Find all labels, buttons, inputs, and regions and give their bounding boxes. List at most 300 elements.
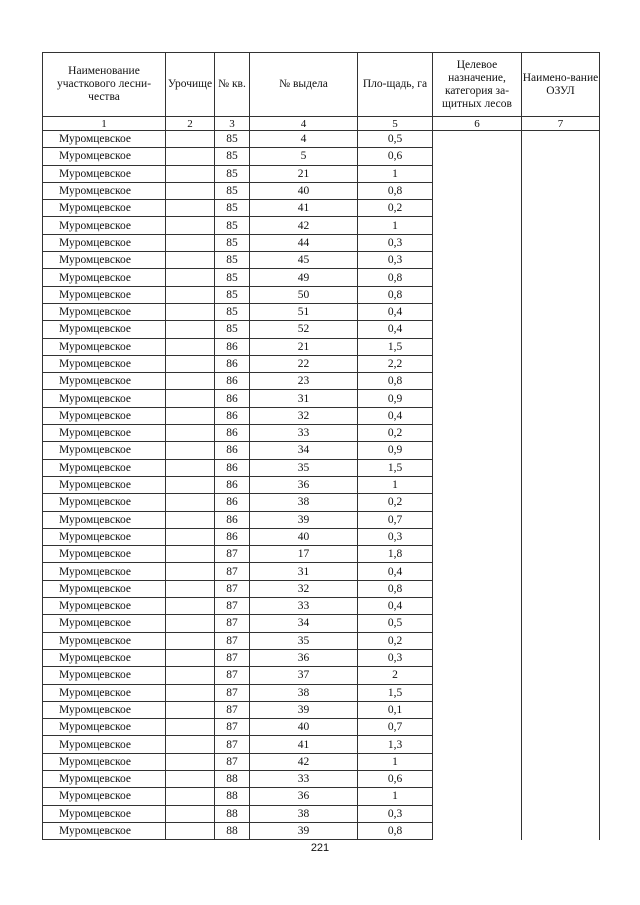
section-cell: 32 (250, 407, 358, 424)
tract-cell (166, 355, 215, 372)
section-cell: 38 (250, 494, 358, 511)
column-number: 7 (522, 117, 600, 131)
section-cell: 52 (250, 321, 358, 338)
quarter-cell: 85 (215, 131, 250, 148)
header-tract: Урочище (166, 53, 215, 117)
table-row (43, 822, 600, 839)
area-cell: 0,3 (358, 805, 433, 822)
purpose-cell (433, 321, 522, 338)
quarter-cell: 86 (215, 373, 250, 390)
forestry-name-cell: Муромцевское (43, 425, 166, 442)
quarter-cell: 85 (215, 200, 250, 217)
quarter-cell: 85 (215, 234, 250, 251)
section-cell: 44 (250, 234, 358, 251)
forestry-name-cell: Муромцевское (43, 770, 166, 787)
section-cell: 42 (250, 217, 358, 234)
column-number: 3 (215, 117, 250, 131)
ozul-cell (522, 770, 600, 787)
forestry-name-cell: Муромцевское (43, 442, 166, 459)
table-row (43, 546, 600, 563)
area-cell: 2,2 (358, 355, 433, 372)
quarter-cell: 88 (215, 788, 250, 805)
forestry-name-cell: Муромцевское (43, 632, 166, 649)
section-cell: 31 (250, 563, 358, 580)
quarter-cell: 86 (215, 390, 250, 407)
quarter-cell: 87 (215, 753, 250, 770)
table-row (43, 719, 600, 736)
table-row (43, 667, 600, 684)
quarter-cell: 87 (215, 598, 250, 615)
tract-cell (166, 252, 215, 269)
ozul-cell (522, 269, 600, 286)
quarter-cell: 87 (215, 701, 250, 718)
forestry-name-cell: Муромцевское (43, 788, 166, 805)
purpose-cell (433, 511, 522, 528)
forestry-name-cell: Муромцевское (43, 649, 166, 666)
quarter-cell: 85 (215, 217, 250, 234)
quarter-cell: 87 (215, 684, 250, 701)
section-cell: 21 (250, 338, 358, 355)
section-cell: 4 (250, 131, 358, 148)
forestry-name-cell: Муромцевское (43, 701, 166, 718)
area-cell: 1,5 (358, 338, 433, 355)
section-cell: 39 (250, 822, 358, 839)
section-cell: 22 (250, 355, 358, 372)
tract-cell (166, 338, 215, 355)
table-row (43, 563, 600, 580)
section-cell: 49 (250, 269, 358, 286)
column-number: 1 (43, 117, 166, 131)
forestry-name-cell: Муромцевское (43, 719, 166, 736)
area-cell: 0,9 (358, 390, 433, 407)
quarter-cell: 88 (215, 770, 250, 787)
purpose-cell (433, 355, 522, 372)
ozul-cell (522, 719, 600, 736)
header-section-number: № выдела (250, 53, 358, 117)
ozul-cell (522, 805, 600, 822)
table-row (43, 736, 600, 753)
quarter-cell: 86 (215, 442, 250, 459)
table-row (43, 770, 600, 787)
table-row (43, 580, 600, 597)
table-row (43, 615, 600, 632)
quarter-cell: 88 (215, 805, 250, 822)
ozul-cell (522, 148, 600, 165)
table-row (43, 234, 600, 251)
table-row (43, 684, 600, 701)
purpose-cell (433, 701, 522, 718)
ozul-cell (522, 736, 600, 753)
forestry-name-cell: Муромцевское (43, 303, 166, 320)
area-cell: 0,4 (358, 321, 433, 338)
forestry-name-cell: Муромцевское (43, 822, 166, 839)
forestry-name-cell: Муромцевское (43, 355, 166, 372)
purpose-cell (433, 200, 522, 217)
forestry-name-cell: Муромцевское (43, 165, 166, 182)
ozul-cell (522, 684, 600, 701)
table-row (43, 269, 600, 286)
ozul-cell (522, 753, 600, 770)
quarter-cell: 85 (215, 182, 250, 199)
purpose-cell (433, 407, 522, 424)
purpose-cell (433, 598, 522, 615)
tract-cell (166, 442, 215, 459)
column-number: 2 (166, 117, 215, 131)
purpose-cell (433, 632, 522, 649)
area-cell: 0,6 (358, 148, 433, 165)
table-row (43, 390, 600, 407)
ozul-cell (522, 494, 600, 511)
area-cell: 0,7 (358, 719, 433, 736)
quarter-cell: 86 (215, 425, 250, 442)
tract-cell (166, 736, 215, 753)
table-row (43, 459, 600, 476)
section-cell: 37 (250, 667, 358, 684)
area-cell: 0,2 (358, 425, 433, 442)
area-cell: 2 (358, 667, 433, 684)
table-row (43, 753, 600, 770)
purpose-cell (433, 649, 522, 666)
section-cell: 34 (250, 615, 358, 632)
ozul-cell (522, 788, 600, 805)
section-cell: 36 (250, 649, 358, 666)
tract-cell (166, 148, 215, 165)
quarter-cell: 88 (215, 822, 250, 839)
forestry-name-cell: Муромцевское (43, 200, 166, 217)
table-row (43, 252, 600, 269)
tract-cell (166, 701, 215, 718)
purpose-cell (433, 425, 522, 442)
forestry-name-cell: Муромцевское (43, 736, 166, 753)
forestry-name-cell: Муромцевское (43, 494, 166, 511)
table-body (43, 131, 600, 840)
section-cell: 39 (250, 701, 358, 718)
quarter-cell: 86 (215, 476, 250, 493)
purpose-cell (433, 269, 522, 286)
area-cell: 0,4 (358, 303, 433, 320)
section-cell: 50 (250, 286, 358, 303)
section-cell: 32 (250, 580, 358, 597)
table-row (43, 148, 600, 165)
forestry-name-cell: Муромцевское (43, 459, 166, 476)
section-cell: 39 (250, 511, 358, 528)
area-cell: 0,4 (358, 563, 433, 580)
area-cell: 1,8 (358, 546, 433, 563)
table-row (43, 407, 600, 424)
ozul-cell (522, 701, 600, 718)
quarter-cell: 86 (215, 459, 250, 476)
section-cell: 34 (250, 442, 358, 459)
table-row (43, 131, 600, 148)
purpose-cell (433, 217, 522, 234)
ozul-cell (522, 390, 600, 407)
tract-cell (166, 788, 215, 805)
quarter-cell: 85 (215, 321, 250, 338)
section-cell: 5 (250, 148, 358, 165)
tract-cell (166, 200, 215, 217)
quarter-cell: 87 (215, 580, 250, 597)
section-cell: 36 (250, 788, 358, 805)
forestry-name-cell: Муромцевское (43, 805, 166, 822)
section-cell: 36 (250, 476, 358, 493)
tract-cell (166, 494, 215, 511)
table-row (43, 165, 600, 182)
area-cell: 0,3 (358, 528, 433, 545)
area-cell: 0,1 (358, 701, 433, 718)
ozul-cell (522, 528, 600, 545)
table-row (43, 217, 600, 234)
tract-cell (166, 649, 215, 666)
forestry-name-cell: Муромцевское (43, 615, 166, 632)
tract-cell (166, 269, 215, 286)
forest-table (42, 52, 600, 840)
column-number-row (43, 117, 600, 131)
ozul-cell (522, 459, 600, 476)
purpose-cell (433, 736, 522, 753)
tract-cell (166, 753, 215, 770)
forestry-name-cell: Муромцевское (43, 667, 166, 684)
ozul-cell (522, 476, 600, 493)
section-cell: 31 (250, 390, 358, 407)
tract-cell (166, 459, 215, 476)
area-cell: 0,7 (358, 511, 433, 528)
forestry-name-cell: Муромцевское (43, 546, 166, 563)
area-cell: 0,2 (358, 632, 433, 649)
table-row (43, 649, 600, 666)
tract-cell (166, 528, 215, 545)
ozul-cell (522, 373, 600, 390)
ozul-cell (522, 303, 600, 320)
purpose-cell (433, 719, 522, 736)
header-ozul-name: Наимено-вание ОЗУЛ (522, 53, 600, 117)
quarter-cell: 87 (215, 719, 250, 736)
purpose-cell (433, 182, 522, 199)
quarter-cell: 86 (215, 528, 250, 545)
header-area: Пло-щадь, га (358, 53, 433, 117)
ozul-cell (522, 338, 600, 355)
forestry-name-cell: Муромцевское (43, 338, 166, 355)
area-cell: 0,3 (358, 234, 433, 251)
section-cell: 42 (250, 753, 358, 770)
ozul-cell (522, 511, 600, 528)
table-row (43, 442, 600, 459)
purpose-cell (433, 805, 522, 822)
tract-cell (166, 476, 215, 493)
purpose-cell (433, 667, 522, 684)
tract-cell (166, 598, 215, 615)
section-cell: 17 (250, 546, 358, 563)
ozul-cell (522, 217, 600, 234)
area-cell: 0,8 (358, 182, 433, 199)
purpose-cell (433, 148, 522, 165)
table-row (43, 425, 600, 442)
ozul-cell (522, 598, 600, 615)
table-row (43, 373, 600, 390)
quarter-cell: 85 (215, 286, 250, 303)
section-cell: 41 (250, 736, 358, 753)
table-row (43, 286, 600, 303)
ozul-cell (522, 321, 600, 338)
tract-cell (166, 165, 215, 182)
forestry-name-cell: Муромцевское (43, 131, 166, 148)
area-cell: 1,3 (358, 736, 433, 753)
quarter-cell: 86 (215, 407, 250, 424)
tract-cell (166, 390, 215, 407)
purpose-cell (433, 442, 522, 459)
quarter-cell: 85 (215, 252, 250, 269)
purpose-cell (433, 615, 522, 632)
area-cell: 0,9 (358, 442, 433, 459)
area-cell: 0,4 (358, 598, 433, 615)
quarter-cell: 86 (215, 338, 250, 355)
purpose-cell (433, 546, 522, 563)
forestry-name-cell: Муромцевское (43, 476, 166, 493)
area-cell: 0,8 (358, 822, 433, 839)
tract-cell (166, 234, 215, 251)
section-cell: 33 (250, 598, 358, 615)
table-row (43, 182, 600, 199)
ozul-cell (522, 234, 600, 251)
forestry-name-cell: Муромцевское (43, 528, 166, 545)
area-cell: 0,8 (358, 286, 433, 303)
tract-cell (166, 615, 215, 632)
tract-cell (166, 407, 215, 424)
area-cell: 1 (358, 476, 433, 493)
section-cell: 33 (250, 770, 358, 787)
area-cell: 1 (358, 217, 433, 234)
section-cell: 51 (250, 303, 358, 320)
table-row (43, 632, 600, 649)
ozul-cell (522, 615, 600, 632)
section-cell: 38 (250, 684, 358, 701)
ozul-cell (522, 425, 600, 442)
purpose-cell (433, 165, 522, 182)
tract-cell (166, 303, 215, 320)
table-row (43, 338, 600, 355)
column-number: 4 (250, 117, 358, 131)
tract-cell (166, 580, 215, 597)
page-number: 221 (310, 842, 330, 854)
ozul-cell (522, 131, 600, 148)
tract-cell (166, 546, 215, 563)
ozul-cell (522, 563, 600, 580)
forestry-name-cell: Муромцевское (43, 148, 166, 165)
forestry-name-cell: Муромцевское (43, 580, 166, 597)
table-row (43, 476, 600, 493)
purpose-cell (433, 563, 522, 580)
ozul-cell (522, 649, 600, 666)
ozul-cell (522, 182, 600, 199)
area-cell: 1,5 (358, 459, 433, 476)
quarter-cell: 87 (215, 615, 250, 632)
forestry-name-cell: Муромцевское (43, 217, 166, 234)
ozul-cell (522, 165, 600, 182)
area-cell: 0,3 (358, 649, 433, 666)
table-row (43, 200, 600, 217)
forestry-name-cell: Муромцевское (43, 373, 166, 390)
tract-cell (166, 321, 215, 338)
purpose-cell (433, 822, 522, 839)
section-cell: 45 (250, 252, 358, 269)
tract-cell (166, 770, 215, 787)
quarter-cell: 86 (215, 494, 250, 511)
forestry-name-cell: Муромцевское (43, 390, 166, 407)
purpose-cell (433, 770, 522, 787)
purpose-cell (433, 390, 522, 407)
area-cell: 1,5 (358, 684, 433, 701)
section-cell: 23 (250, 373, 358, 390)
header-purpose-category: Целевое назначение, категория за-щитных лесов (433, 53, 522, 117)
purpose-cell (433, 286, 522, 303)
ozul-cell (522, 546, 600, 563)
purpose-cell (433, 684, 522, 701)
tract-cell (166, 632, 215, 649)
area-cell: 1 (358, 788, 433, 805)
forestry-name-cell: Муромцевское (43, 252, 166, 269)
table-row (43, 494, 600, 511)
area-cell: 0,4 (358, 407, 433, 424)
area-cell: 0,8 (358, 373, 433, 390)
area-cell: 0,8 (358, 580, 433, 597)
purpose-cell (433, 252, 522, 269)
tract-cell (166, 719, 215, 736)
section-cell: 35 (250, 632, 358, 649)
area-cell: 0,2 (358, 200, 433, 217)
table-row (43, 701, 600, 718)
ozul-cell (522, 442, 600, 459)
tract-cell (166, 373, 215, 390)
forestry-name-cell: Муромцевское (43, 684, 166, 701)
ozul-cell (522, 407, 600, 424)
tract-cell (166, 425, 215, 442)
purpose-cell (433, 234, 522, 251)
tract-cell (166, 131, 215, 148)
quarter-cell: 85 (215, 303, 250, 320)
forestry-name-cell: Муромцевское (43, 321, 166, 338)
ozul-cell (522, 667, 600, 684)
forestry-name-cell: Муромцевское (43, 234, 166, 251)
quarter-cell: 86 (215, 511, 250, 528)
forestry-name-cell: Муромцевское (43, 563, 166, 580)
column-number: 6 (433, 117, 522, 131)
table-row (43, 788, 600, 805)
tract-cell (166, 182, 215, 199)
header-quarter-number: № кв. (215, 53, 250, 117)
quarter-cell: 87 (215, 563, 250, 580)
ozul-cell (522, 286, 600, 303)
quarter-cell: 85 (215, 148, 250, 165)
purpose-cell (433, 131, 522, 148)
tract-cell (166, 511, 215, 528)
ozul-cell (522, 580, 600, 597)
quarter-cell: 87 (215, 546, 250, 563)
tract-cell (166, 667, 215, 684)
quarter-cell: 87 (215, 667, 250, 684)
area-cell: 0,3 (358, 252, 433, 269)
tract-cell (166, 805, 215, 822)
quarter-cell: 85 (215, 269, 250, 286)
area-cell: 0,5 (358, 615, 433, 632)
area-cell: 0,6 (358, 770, 433, 787)
table-row (43, 598, 600, 615)
section-cell: 21 (250, 165, 358, 182)
purpose-cell (433, 303, 522, 320)
tract-cell (166, 217, 215, 234)
forestry-name-cell: Муромцевское (43, 182, 166, 199)
ozul-cell (522, 200, 600, 217)
forestry-name-cell: Муромцевское (43, 598, 166, 615)
purpose-cell (433, 476, 522, 493)
